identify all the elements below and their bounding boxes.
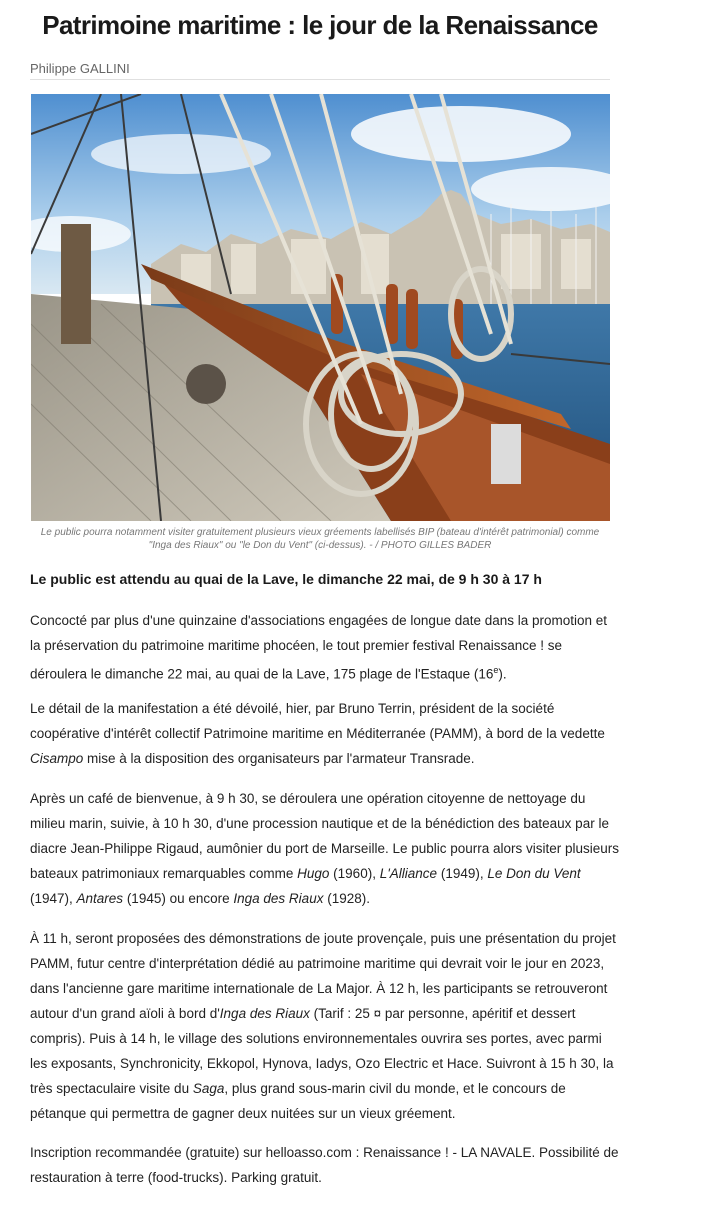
boat-name: Antares — [76, 891, 124, 906]
paragraph-3: Après un café de bienvenue, à 9 h 30, se déroulera une opération citoyenne de nettoyage du milieu marin, suivie, à 10 h 30, d'une procession nautique et de la bénédiction des bateaux par le diacre Jean-Philippe Rigaud, aumônier du port de Marseille. Le public pourra alors visiter plusieurs bateaux patrimoniaux remarquables comme Hugo (1960), L'Alliance (1949), Le Don du Vent (1947), Antares (1945) ou encore Inga des Riaux (1928). — [30, 791, 620, 906]
boat-name: Hugo — [297, 866, 330, 881]
article-title: Patrimoine maritime : le jour de la Renaissance — [42, 10, 598, 40]
article-lead: Le public est attendu au quai de la Lave, le dimanche 22 mai, de 9 h 30 à 17 h — [30, 571, 542, 587]
article-photo — [31, 94, 610, 521]
boat-name: Inga des Riaux — [219, 1006, 310, 1021]
paragraph-1: Concocté par plus d'une quinzaine d'associations engagées de longue date dans la promotion et la préservation du patrimoine maritime phocéen, le tout premier festival Renaissance ! se déroulera le dimanche 22 mai, au quai de la Lave, 175 plage de l'Estaque (16e). — [30, 613, 608, 682]
boat-name: Le Don du Vent — [487, 866, 581, 881]
boat-name: Inga des Riaux — [233, 891, 324, 906]
photo-caption: Le public pourra notamment visiter gratuitement plusieurs vieux gréements labellisés BIP (bateau d'intérêt patrimonial) comme "Inga des Riaux" ou "le Don du Vent" (ci-dessus). - / PHOTO GILLES BADER — [40, 527, 600, 551]
boat-name: Cisampo — [30, 751, 84, 766]
boat-name: Saga — [192, 1081, 225, 1096]
paragraph-4: À 11 h, seront proposées des démonstrations de joute provençale, puis une présentation du projet PAMM, futur centre d'interprétation dédié au patrimoine maritime qui devrait voir le jour en 2023, dans l'ancienne gare maritime internationale de La Major. À 12 h, les participants se retrouveront autour d'un grand aïoli à bord d'Inga des Riaux (Tarif : 25 ¤ par personne, apéritif et dessert compris). Puis à 14 h, le village des solutions environnementales ouvrira ses portes, avec parmi les exposants, Synchronicity, Ekkopol, Hynova, Iadys, Ozo Electric et Hace. Suivront à 15 h 30, la très spectaculaire visite du Saga, plus grand sous-marin civil du monde, et le concours de pétanque qui permettra de gagner deux nuitées sur un vieux gréement. — [30, 931, 616, 1121]
boat-name: L'Alliance — [379, 866, 438, 881]
paragraph-2: Le détail de la manifestation a été dévoilé, hier, par Bruno Terrin, président de la société coopérative d'intérêt collectif Patrimoine maritime en Méditerranée (PAMM), à bord de la vedette Cisampo mise à la disposition des organisateurs par l'armateur Transrade. — [30, 701, 605, 766]
paragraph-5: Inscription recommandée (gratuite) sur helloasso.com : Renaissance ! - LA NAVALE. Possibilité de restauration à terre (food-trucks). Parking gratuit. — [30, 1145, 619, 1185]
author-byline: Philippe GALLINI — [30, 60, 610, 80]
